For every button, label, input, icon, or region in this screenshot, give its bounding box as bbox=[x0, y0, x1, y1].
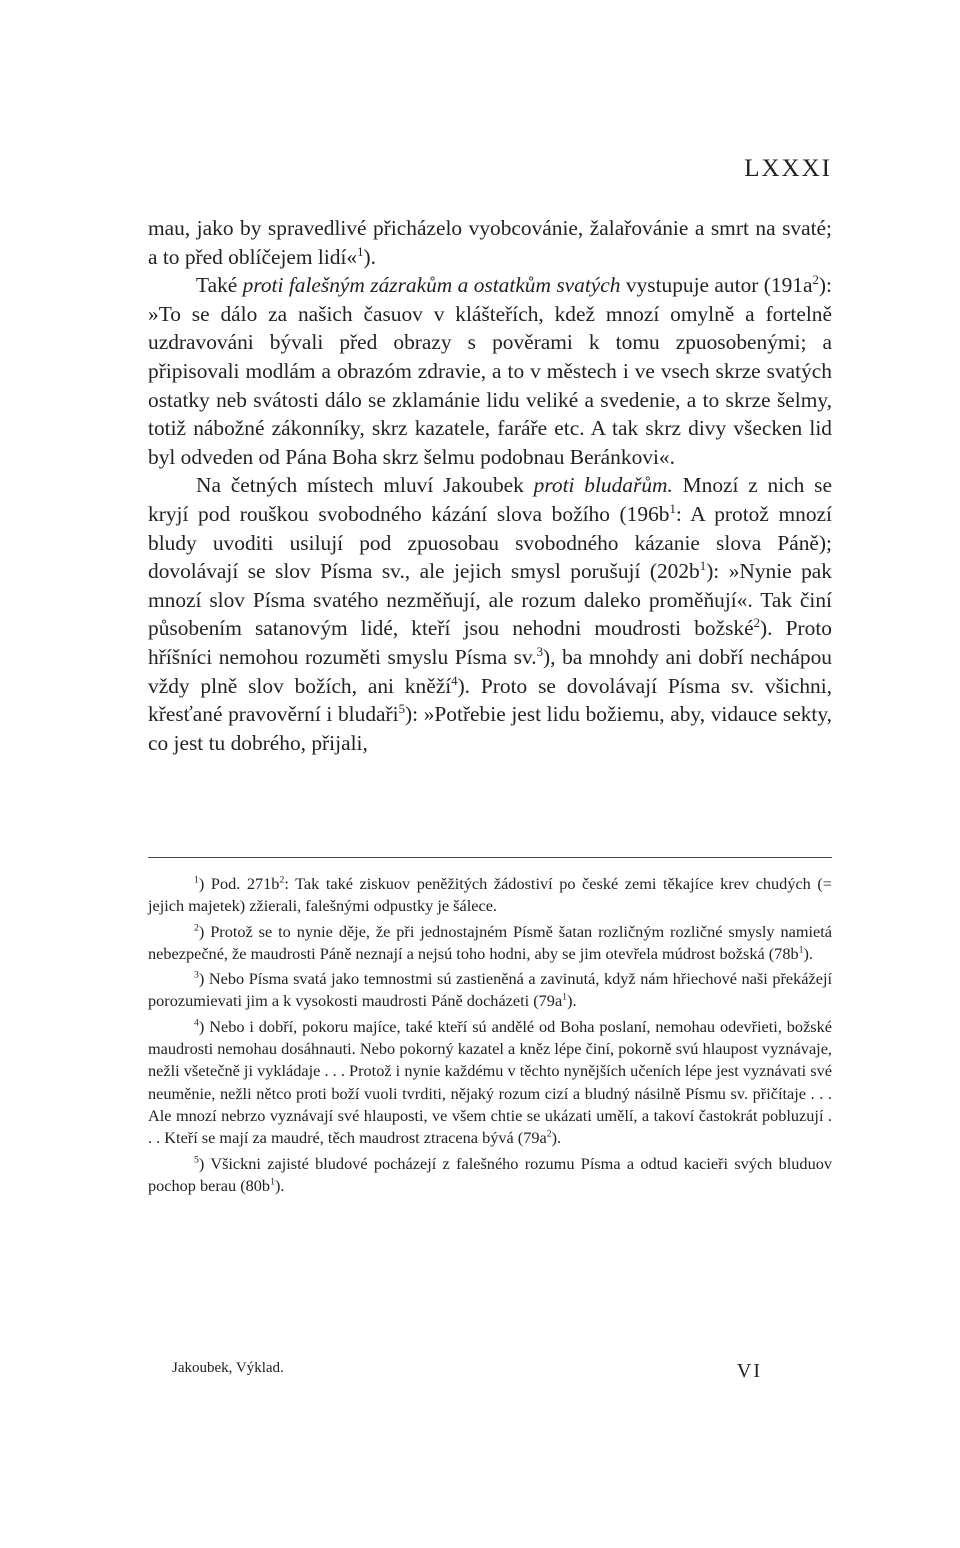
text-run: ). bbox=[363, 244, 376, 269]
footnote-3: $^3$) Nebo Písma svatá jako temnostmi sú zastieněná a zavinutá, když nám hřiechové naši překážejí porozumievati jim a k vysokosti maudrosti Páně docházeti $(79a^1)$. bbox=[148, 969, 832, 1011]
text-run: Také bbox=[196, 273, 243, 298]
footnote-ref: 2 bbox=[812, 273, 819, 288]
text-run: ). bbox=[274, 1175, 285, 1195]
text-run: Nebo i dobří, pokoru majíce, také kteří sú andělé od Boha poslaní, nemohau odevřieti, božské maudrosti nemohau dosáhnauti. Nebo pokorný kazatel a kněz lépe činí, pokorně svú hlaupost vyznávaje, nežli všetečně ji vykládaje . . . Protož i nynie každému v těchto nynějších učeních lépe jest vyznávati své neuměnie, nežli nětco proti boží vuoli tvrditi, nějaký rozum cizí a bludný násilně Písmu sv. přičítaje . . . Ale mnozí nebrzo vyznávají své hlauposti, ve všem chtie se ukázati umělí, a takoví častokrát pobluzují . . . Kteří se mají za maudré, těch maudrost ztracena bývá (79a bbox=[148, 1016, 832, 1148]
paragraph-continuation bbox=[148, 214, 832, 271]
text-run: Protož se to nynie děje, že při jednostajném Písmě šatan rozličným rozličné smysly namietá nebezpečné, že maudrosti Páně neznají a nejsú toho hodni, aby se jim otevřela múdrost božská (78b bbox=[148, 921, 832, 963]
footer-signature: Jakoubek, Výklad. bbox=[172, 1360, 284, 1376]
footnote-ref: 1 bbox=[357, 244, 364, 259]
italic-text: proti bludařům. bbox=[533, 473, 673, 498]
text-run: ), ba mnohdy ani dobří nechápou vždy plně slov božích, ani kněží bbox=[148, 644, 832, 698]
text-run: ). Proto se dovolávají Písma sv. všichni, křesťané pravověrní i bludaři bbox=[148, 673, 833, 727]
footnote-1: $^1$) Pod. $271b^2$: Tak také ziskuov peněžitých žádostiví po české zemi těkajíce krev chudých (= jejich majetek) zžierali, falešnými odpustky je šálece. bbox=[148, 874, 832, 916]
superscript: 1 bbox=[270, 1176, 275, 1188]
text-run: : Tak také ziskuov peněžitých žádostiví po české zemi těkajíce krev chudých (= jejich majetek) zžierali, falešnými odpustky je šálece. bbox=[148, 874, 832, 916]
text-run: ): »Potřebie jest lidu božiemu, aby, vidauce sekty, co jest tu dobrého, přijali, bbox=[148, 702, 832, 755]
footnote-number: 5 bbox=[194, 1154, 199, 1166]
paragraph-relics bbox=[148, 271, 832, 471]
footnote-4: $^4$) Nebo i dobří, pokoru majíce, také kteří sú andělé od Boha poslaní, nemohau odevřieti, božské maudrosti nemohau dosáhnauti. Nebo pokorný kazatel a kněz lépe činí, pokorně svú hlaupost vyznávaje, nežli všetečně ji vykládaje . . . Protož i nynie každému v těchto nynějších učeních lépe jest vyznávati své neuměnie, nežli nětco proti boží vuoli tvrditi, nějaký rozum cizí a bludný násilně Písmu sv. přičítaje . . . Ale mnozí nebrzo vyznávají své hlauposti, ve všem chtie se ukázati umělí, a takoví častokrát pobluzují . . . Kteří se mají za maudré, těch maudrost ztracena bývá $(79a^2)$. bbox=[148, 1016, 832, 1148]
footnote-number: 4 bbox=[194, 1017, 199, 1029]
footnote-number: 3 bbox=[194, 969, 199, 981]
text-run: Mnozí z nich se kryjí pod rouškou svobodného kázání slova božího (196b bbox=[148, 473, 832, 526]
page-number: LXXXI bbox=[744, 155, 832, 182]
footnote-number: 1 bbox=[194, 874, 199, 886]
page-footer bbox=[172, 1360, 772, 1386]
footnote-ref: 1 bbox=[669, 501, 676, 516]
text-run: Na četných místech mluví Jakoubek bbox=[196, 473, 534, 498]
text-run: mau, jako by spravedlivé přicházelo vyobcovánie, žalařovánie a smrt na svaté; a to před oblíčejem lidí« bbox=[148, 216, 832, 269]
footnote-2: $^2$) Protož se to nynie děje, že při jednostajném Písmě šatan rozličným rozličné smysly namietá nebezpečné, že maudrosti Páně neznají a nejsú toho hodni, aby se jim otevřela múdrost božská $(78b^1)$. bbox=[148, 921, 832, 963]
footnote-ref: 1 bbox=[699, 559, 707, 573]
footnote-divider bbox=[148, 857, 832, 858]
footnote-ref: 5 bbox=[398, 701, 405, 716]
superscript: 1 bbox=[562, 992, 568, 1004]
text-run: Pod. 271b bbox=[210, 874, 280, 893]
footnote-ref: 2 bbox=[753, 616, 761, 631]
italic-text: proti falešným zázrakům a ostatkům svatých bbox=[242, 273, 621, 298]
footnote-5: $^5$) Všickni zajisté bludové pocházejí z falešného rozumu Písma a odtud kacieři svých bluduov pochop berau $(80b^1)$. bbox=[148, 1153, 832, 1195]
superscript: 2 bbox=[279, 874, 285, 886]
text-run: ): »To se dálo za našich časuov v klášteřích, kdež mnozí omylně a fortelně uzdravováni bývali před obrazy s pověrami k tomu zpuosobenými; a připisovali modlám a obrazóm zdravie, a to v městech i ve vsech skrze svatých ostatky neb svátosti dálo se zklamánie lidu veliké a svedenie, a to skrze šelmy, totiž nábožné zákonníky, skrz kazatele, faráře etc. A tak skrz divy všecken lid byl odveden od Pána Boha skrz šelmu podobnau Beránkovi«. bbox=[148, 273, 832, 469]
main-text bbox=[148, 214, 832, 757]
text-run: ). bbox=[803, 943, 813, 963]
text-run: ). bbox=[551, 1128, 562, 1148]
footnote-ref: 4 bbox=[451, 673, 458, 688]
superscript: 2 bbox=[546, 1128, 552, 1140]
footnotes bbox=[148, 873, 832, 1200]
text-run: Nebo Písma svatá jako temnostmi sú zastieněná a zavinutá, když nám hřiechové naši překážejí porozumievati jim a k vysokosti maudrosti Páně docházeti (79a bbox=[148, 969, 832, 1011]
footnote-ref: 3 bbox=[536, 644, 544, 659]
paragraph-heretics bbox=[148, 471, 832, 757]
sheet-signature: VI bbox=[736, 1360, 762, 1382]
text-run: ): »Nynie pak mnozí slov Písma svatého nezměňují, ale rozum daleko proměňují«. Tak činí působením satanovým lidé, kteří jsou nehodni moudrosti božské bbox=[148, 559, 832, 641]
text-run: ). bbox=[567, 991, 577, 1011]
text-run: : A protož mnozí bludy uvoditi usilují pod zpuosobau svobodného kázanie slova Páně); dovolávají se slov Písma sv., ale jejich smysl porušují (202b bbox=[148, 501, 832, 584]
text-run: ). Proto hříšníci nemohou rozuměti smyslu Písma sv. bbox=[148, 616, 832, 669]
superscript: 1 bbox=[798, 944, 804, 956]
text-run: vystupuje autor (191a bbox=[620, 273, 813, 298]
text-run: Všickni zajisté bludové pocházejí z falešného rozumu Písma a odtud kacieři svých bluduov pochop berau (80b bbox=[148, 1153, 832, 1195]
footnote-number: 2 bbox=[194, 922, 199, 934]
